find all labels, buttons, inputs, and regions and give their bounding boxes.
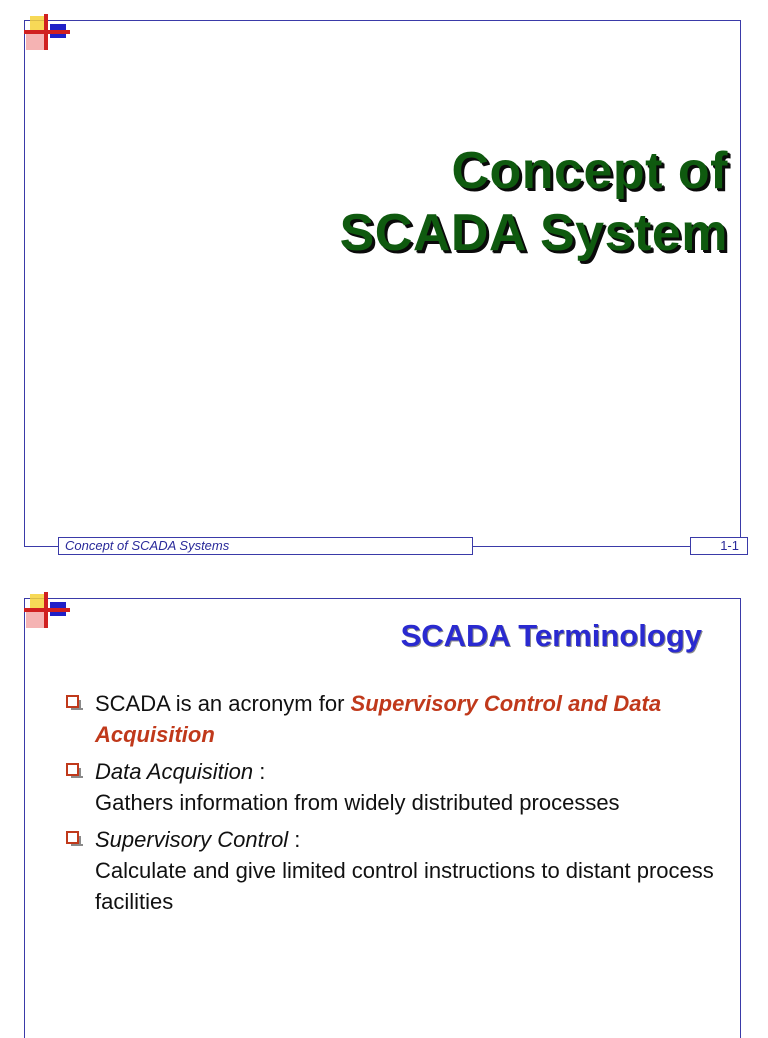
- corner-logo-icon: [24, 14, 72, 54]
- footer-divider-left: [24, 546, 58, 547]
- checkbox-bullet-icon: [66, 695, 79, 708]
- bullet-separator: :: [253, 759, 266, 784]
- slide-1: [24, 20, 741, 547]
- checkbox-bullet-icon: [66, 831, 79, 844]
- list-item: [66, 688, 716, 750]
- checkbox-bullet-icon: [66, 763, 79, 776]
- slide-1-title: [340, 140, 728, 264]
- list-item: [66, 756, 716, 818]
- bullet-description: Calculate and give limited control instructions to distant process facilities: [95, 858, 714, 914]
- footer-caption: Concept of SCADA Systems: [58, 537, 473, 555]
- bullet-term: Supervisory Control: [95, 827, 289, 852]
- bullet-term: Data Acquisition: [95, 759, 254, 784]
- bullet-text-emphasis: Supervisory Control and Data Acquisition: [95, 691, 662, 747]
- bullet-text-plain: SCADA is an acronym for: [95, 691, 351, 716]
- page-number: 1-1: [690, 537, 748, 555]
- footer-divider: [473, 546, 690, 547]
- corner-logo-icon: [24, 592, 72, 632]
- bullet-separator: :: [288, 827, 301, 852]
- list-item: [66, 824, 716, 917]
- bullet-list: [66, 688, 716, 923]
- slide-2-title: SCADA Terminology: [400, 618, 702, 653]
- title-line-2: SCADA System: [339, 204, 728, 262]
- title-line-1: Concept of: [451, 142, 728, 200]
- bullet-description: Gathers information from widely distributed processes: [95, 790, 620, 815]
